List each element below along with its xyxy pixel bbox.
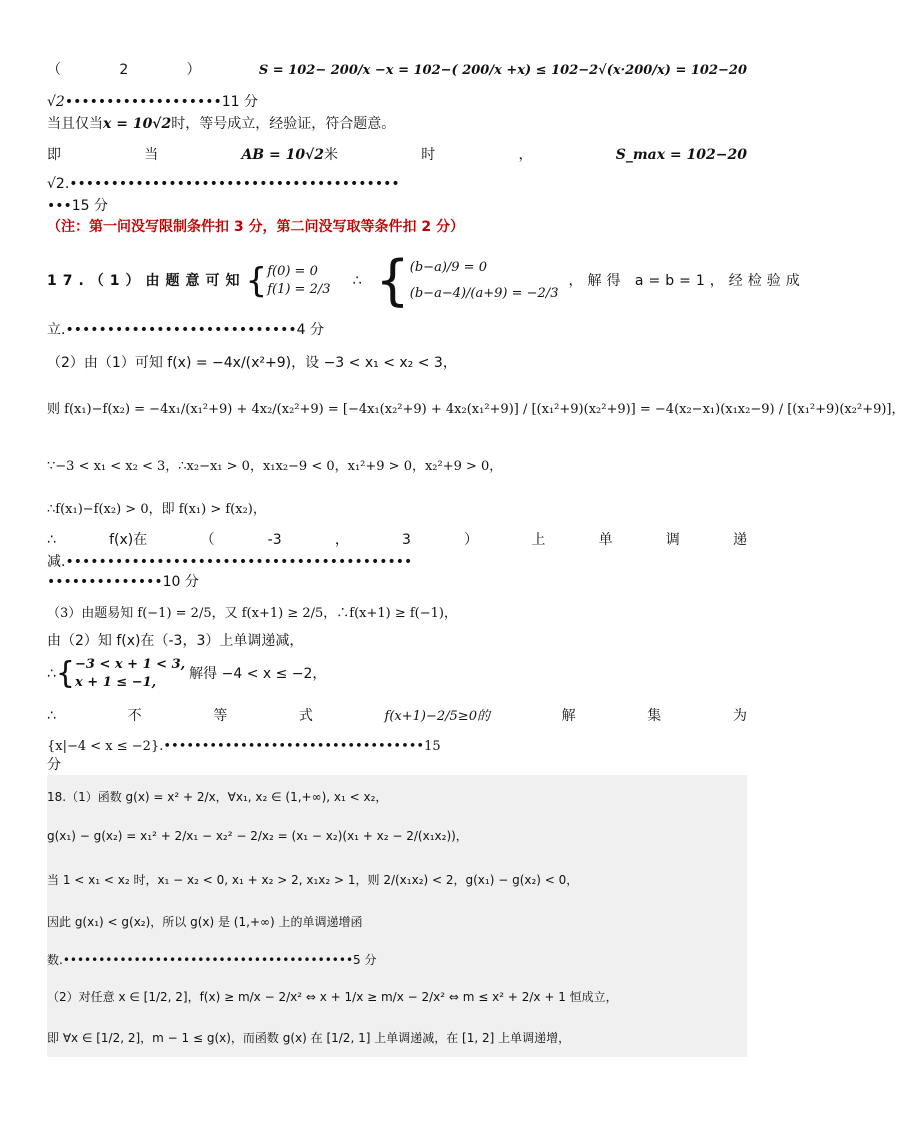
line-ab-length [47, 145, 747, 165]
q18-l5: 数.•••••••••••••••••••••••••••••••••••••••••5 分 [47, 953, 377, 967]
line-11-score [47, 92, 747, 112]
left-brace: { [245, 261, 268, 301]
q17-p8: ••••••••••••••10 分 [47, 574, 199, 590]
text-when: 当且仅当 [47, 116, 103, 132]
line-s-inequality [47, 60, 747, 81]
q18-l4: 因此 g(x₁) < g(x₂)，所以 g(x) 是 (1,+∞) 上的单调递增函 [47, 915, 363, 929]
q17-part1 [47, 244, 805, 318]
p12-w1: 不 [127, 708, 142, 724]
system-2 [410, 255, 559, 307]
q17-p3: 则 f(x₁)−f(x₂) = −4x₁/(x₁²+9) + 4x₂/(x₂²+9) = [−4x₁(x₂²+9) + 4x₂(x₁²+9)] / [(x₁²+9)(x₂²+9)] = −4(x₂−x₁)(x₁x₂−9) / [(x₁²+9)(x₂²+9)]， [47, 402, 905, 417]
therefore-2: ∴ [47, 666, 56, 682]
sys2-eq-b: (b−a−4)/(a+9) = −2/3 [409, 286, 559, 301]
q17-p7: 减.•••••••••••••••••••••••••••••••••••••••••• [47, 554, 413, 570]
p12-w3: 式 [298, 708, 313, 724]
word-dang: 当 [144, 147, 159, 163]
word-mi: 米 [324, 147, 339, 163]
p6-w8: 单 [598, 532, 613, 548]
grading-note: （注：第一问没写限制条件扣 3 分，第二问没写取等条件扣 2 分） [47, 219, 464, 235]
sys2-eq-a: (b−a)/9 = 0 [409, 260, 487, 275]
paren-open: （ [47, 62, 61, 78]
q17-p6 [47, 530, 747, 550]
sys3-b: x + 1 ≤ −1, [75, 675, 157, 690]
dot-leader: ••••••••••••••••••• [64, 94, 222, 110]
p6-w6: ） [464, 532, 479, 548]
word-ji: 即 [47, 147, 61, 163]
comma: ， [518, 147, 533, 163]
q17-label: 17.（1）由题意可知 [47, 273, 246, 289]
text-equality-holds: 时，等号成立，经验证，符合题意。 [171, 116, 396, 132]
p12-w6: 集 [647, 708, 662, 724]
system-1 [267, 263, 330, 299]
q17-p9: （3）由题易知 f(−1) = 2/5，又 f(x+1) ≥ 2/5，∴f(x+1) ≥ f(−1)， [47, 606, 457, 621]
q17-p4: ∵−3 < x₁ < x₂ < 3，∴x₂−x₁ > 0，x₁x₂−9 < 0，x₁²+9 > 0，x₂²+9 > 0， [47, 459, 503, 474]
p6-w3: -3 [267, 532, 282, 548]
sys3-solution: 解得 −4 < x ≤ −2， [189, 666, 327, 682]
left-brace-3: { [55, 656, 76, 691]
score-15-line: •••15 分 [47, 198, 109, 214]
p12-w7: 为 [732, 708, 747, 724]
q17-p2: （2）由（1）可知 f(x) = −4x/(x²+9)，设 −3 < x₁ < x₂ < 3， [47, 355, 457, 371]
sys1-eq-b: f(1) = 2/3 [267, 282, 331, 297]
system-3 [75, 656, 185, 692]
p12-w5: 解 [561, 708, 576, 724]
p6-w10: 递 [732, 532, 747, 548]
line-dots-15: √2.•••••••••••••••••••••••••••••••••••••••• [47, 176, 400, 192]
p6-w2: （ [200, 532, 215, 548]
q17-line2: 立.••••••••••••••••••••••••••••4 分 [47, 322, 325, 338]
q17-p11 [47, 656, 747, 692]
line-equality-condition [47, 114, 747, 134]
p6-w1: f(x)在 [109, 532, 148, 548]
p6-w0: ∴ [47, 532, 56, 548]
p6-w7: 上 [531, 532, 546, 548]
score-11: 11 分 [221, 94, 258, 110]
q17-p10: 由（2）知 f(x)在（-3，3）上单调递减， [47, 633, 304, 649]
left-brace-2: { [375, 249, 410, 312]
sqrt-two: √2 [47, 94, 65, 110]
formula-s: S = 102− 200/x −x = 102−( 200/x +x) ≤ 102−2√(x·200/x) = 102−20 [258, 63, 747, 78]
q17-tail: ，解得 a=b=1，经检验成 [568, 273, 805, 289]
part-number: 2 [119, 62, 129, 78]
math-smax: S_max = 102−20 [615, 147, 747, 163]
sys1-eq-a: f(0) = 0 [267, 264, 318, 279]
math-ab: AB = 10√2 [241, 147, 325, 163]
q18-l3: 当 1 < x₁ < x₂ 时，x₁ − x₂ < 0, x₁ + x₂ > 2, x₁x₂ > 1，则 2/(x₁x₂) < 2，g(x₁) − g(x₂) < 0， [47, 873, 579, 887]
math-x-value: x = 10√2 [103, 116, 172, 132]
p12-w2: 等 [213, 708, 228, 724]
p6-w5: 3 [402, 532, 411, 548]
p12-w0: ∴ [47, 708, 56, 724]
therefore-symbol: ∴ [352, 273, 362, 289]
q18-l7: 即 ∀x ∈ [1/2, 2]，m − 1 ≤ g(x)，而函数 g(x) 在 [1/2, 1] 上单调递减，在 [1, 2] 上单调递增， [47, 1031, 571, 1045]
p12-w4: f(x+1)−2/5≥0的 [384, 709, 490, 724]
q18-l6: （2）对任意 x ∈ [1/2, 2]，f(x) ≥ m/x − 2/x² ⇔ x + 1/x ≥ m/x − 2/x² ⇔ m ≤ x² + 2/x + 1 恒成立， [47, 990, 618, 1004]
q17-p12 [47, 706, 747, 727]
q17-p5: ∴f(x₁)−f(x₂) > 0，即 f(x₁) > f(x₂)， [47, 502, 266, 517]
sys3-a: −3 < x + 1 < 3, [75, 657, 186, 672]
q17-p14: 分 [47, 757, 61, 773]
q17-p13: {x|−4 < x ≤ −2}.••••••••••••••••••••••••••••••••••15 [47, 739, 441, 754]
word-shi: 时 [421, 147, 436, 163]
paren-close: ） [186, 62, 201, 78]
p6-w4: ， [334, 532, 349, 548]
p6-w9: 调 [665, 532, 680, 548]
q18-l1: 18.（1）函数 g(x) = x² + 2/x，∀x₁, x₂ ∈ (1,+∞), x₁ < x₂， [47, 790, 388, 804]
q18-l2: g(x₁) − g(x₂) = x₁² + 2/x₁ − x₂² − 2/x₂ = (x₁ − x₂)(x₁ + x₂ − 2/(x₁x₂))， [47, 829, 468, 843]
